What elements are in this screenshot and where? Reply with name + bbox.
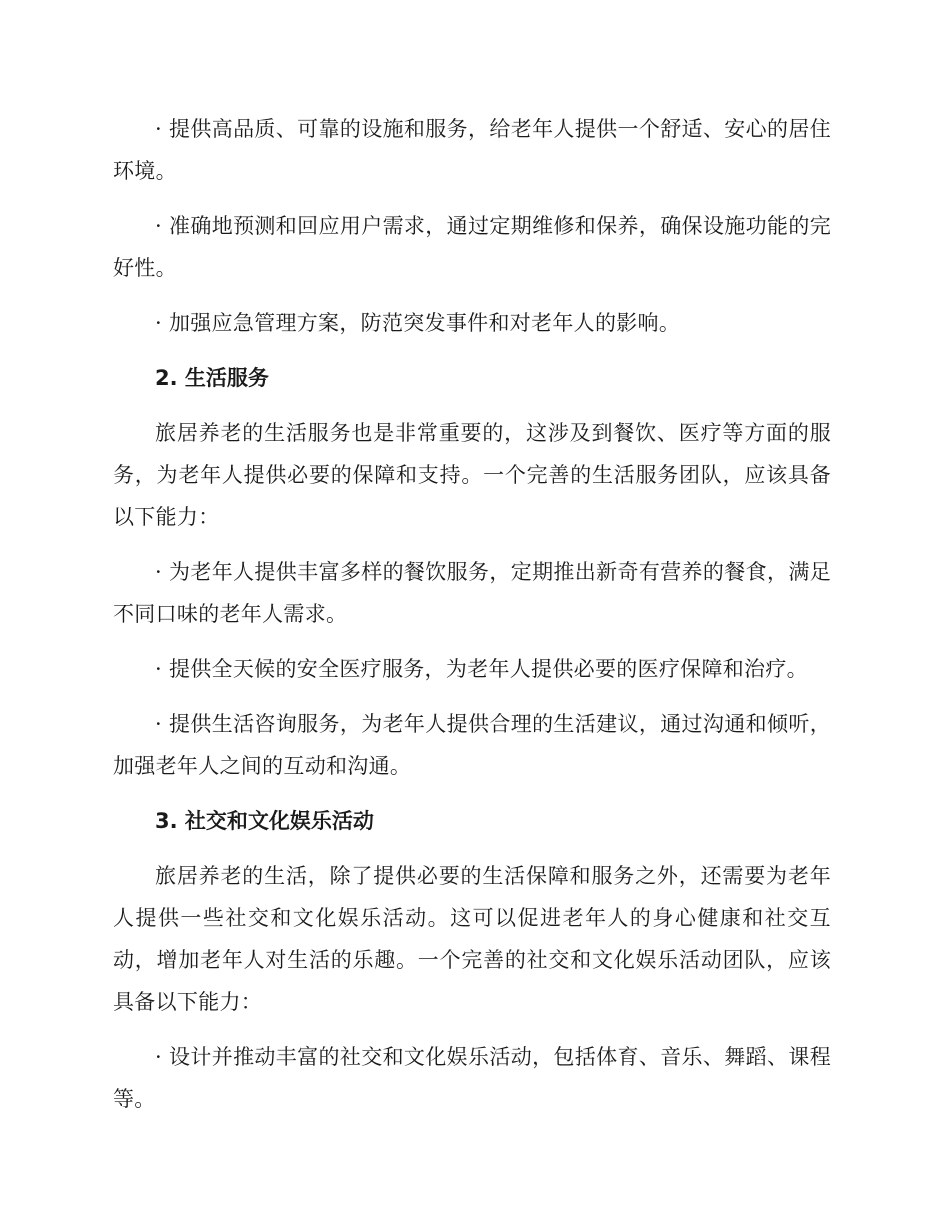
bullet-item-catering: · 为老年人提供丰富多样的餐饮服务，定期推出新奇有营养的餐食，满足不同口味的老年人需求。 [113, 560, 831, 626]
bullet-item-facilities-quality: · 提供高品质、可靠的设施和服务，给老年人提供一个舒适、安心的居住环境。 [113, 117, 831, 183]
paragraph-life-services: 旅居养老的生活服务也是非常重要的，这涉及到餐饮、医疗等方面的服务，为老年人提供必要的保障和支持。一个完善的生活服务团队，应该具备以下能力： [113, 421, 831, 529]
bullet-item-maintenance: · 准确地预测和回应用户需求，通过定期维修和保养，确保设施功能的完好性。 [113, 214, 831, 280]
document-page [113, 108, 831, 1133]
bullet-item-consulting: · 提供生活咨询服务，为老年人提供合理的生活建议，通过沟通和倾听，加强老年人之间的互动和沟通。 [113, 712, 831, 778]
bullet-item-activities: · 设计并推动丰富的社交和文化娱乐活动，包括体育、音乐、舞蹈、课程等。 [113, 1045, 831, 1111]
bullet-item-medical: · 提供全天候的安全医疗服务，为老年人提供必要的医疗保障和治疗。 [155, 657, 808, 681]
section-heading-social-culture: 3. 社交和文化娱乐活动 [155, 809, 374, 833]
section-heading-life-services: 2. 生活服务 [155, 366, 269, 390]
paragraph-social-culture: 旅居养老的生活，除了提供必要的生活保障和服务之外，还需要为老年人提供一些社交和文化娱乐活动。这可以促进老年人的身心健康和社交互动，增加老年人对生活的乐趣。一个完善的社交和文化娱乐活动团队，应该具备以下能力： [113, 864, 831, 1014]
bullet-item-emergency: · 加强应急管理方案，防范突发事件和对老年人的影响。 [155, 311, 681, 335]
